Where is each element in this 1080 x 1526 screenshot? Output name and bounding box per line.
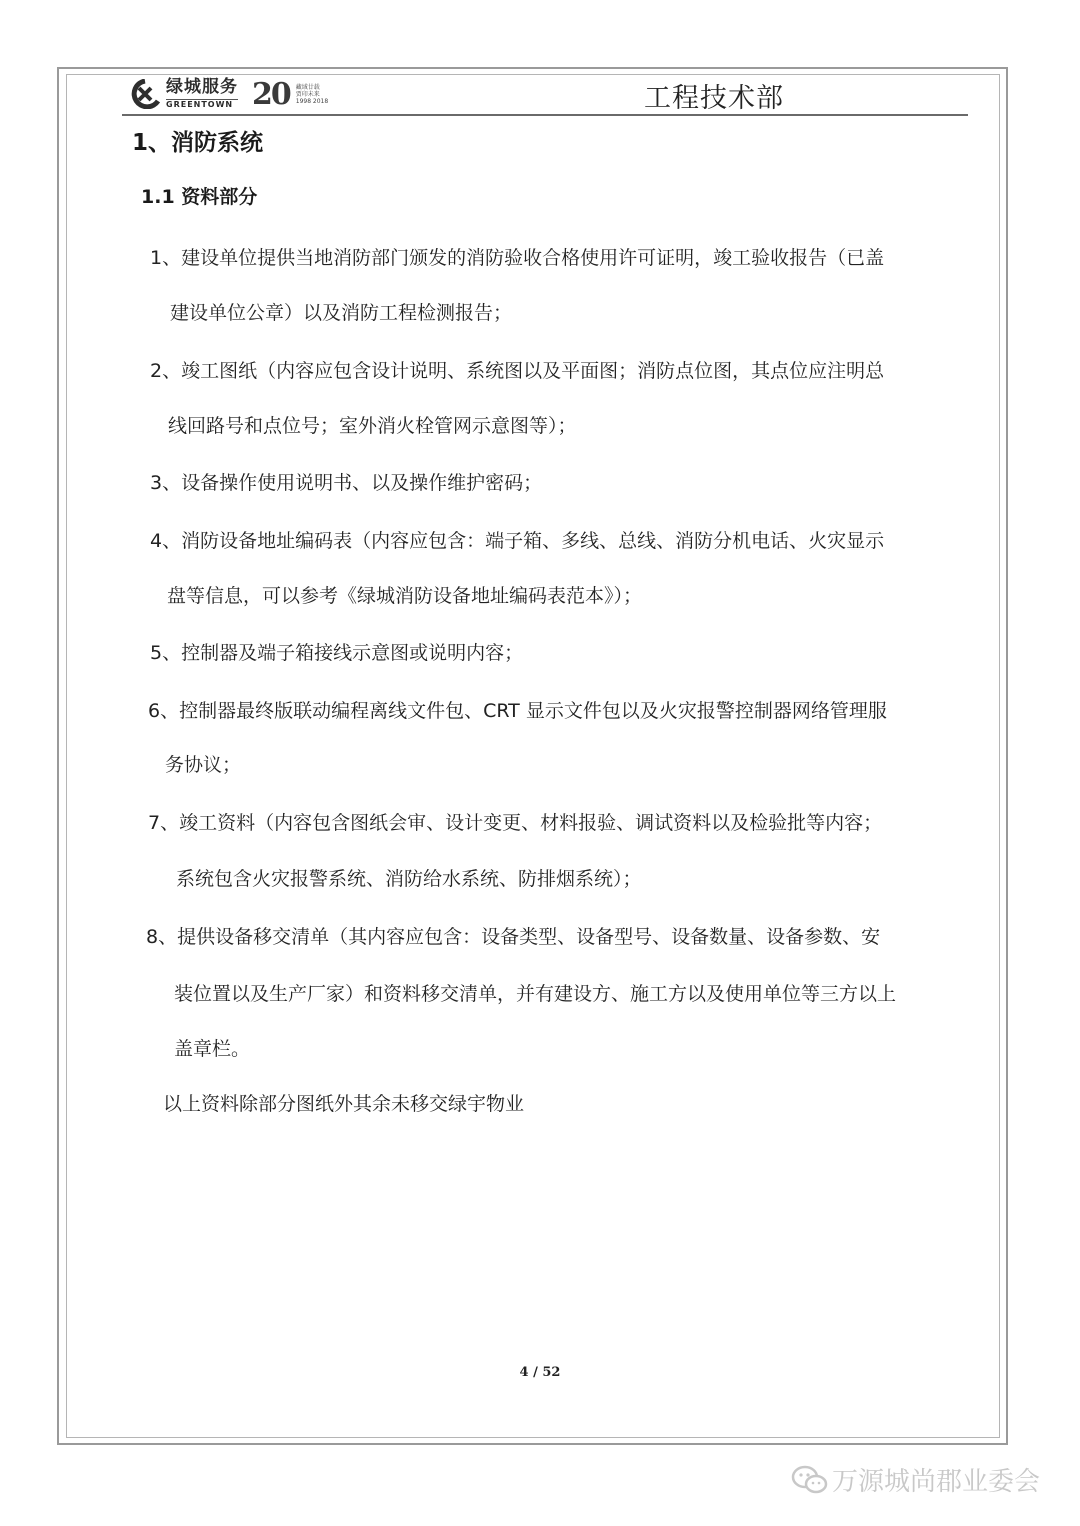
greentown-logo-icon [128, 79, 162, 109]
greentown-logo [128, 74, 358, 114]
list-item-line: 6、控制器最终版联动编程离线文件包、CRT 显示文件包以及火灾报警控制器网络管理服 [148, 700, 887, 722]
watermark [790, 1461, 1040, 1498]
watermark-text: 万源城尚郡业委会 [832, 1467, 1041, 1497]
list-item-line: 系统包含火灾报警系统、消防给水系统、防排烟系统）； [176, 868, 642, 890]
badge-line: 藏域廿载 [295, 83, 320, 91]
list-item-line: 1、建设单位提供当地消防部门颁发的消防验收合格使用许可证明，竣工验收报告（已盖 [150, 247, 885, 269]
page-number: 4 / 52 [519, 1365, 561, 1380]
anniversary-badge [296, 84, 328, 105]
list-item-line: 建设单位公章）以及消防工程检测报告； [170, 302, 513, 324]
list-item-line: 8、提供设备移交清单（其内容应包含：设备类型、设备型号、设备数量、设备参数、安 [146, 926, 881, 948]
anniversary-mark: 20 [252, 76, 290, 112]
list-item-line: 务协议； [165, 754, 242, 776]
list-item-line: 线回路号和点位号；室外消火栓管网示意图等）； [168, 415, 577, 437]
logo-cn-text: 绿城服务 [166, 77, 238, 97]
list-item-line: 盖章栏。 [174, 1038, 251, 1060]
badge-line: 贾印未来 [295, 90, 320, 98]
wechat-icon [790, 1463, 830, 1497]
section-heading: 1、消防系统 [132, 130, 264, 156]
list-item-line: 7、竣工资料（内容包含图纸会审、设计变更、材料报验、调试资料以及检验批等内容； [148, 812, 883, 834]
list-item-line: 4、消防设备地址编码表（内容应包含：端子箱、多线、总线、消防分机电话、火灾显示 [150, 530, 885, 552]
department-title: 工程技术部 [644, 83, 784, 114]
list-item-line: 3、设备操作使用说明书、以及操作维护密码； [150, 472, 543, 494]
closing-note: 以上资料除部分图纸外其余未移交绿宇物业 [163, 1093, 525, 1115]
list-item-line: 盘等信息，可以参考《绿城消防设备地址编码表范本》）； [167, 585, 643, 607]
list-item-line: 5、控制器及端子箱接线示意图或说明内容； [150, 642, 524, 664]
section-subheading: 1.1 资料部分 [141, 186, 258, 208]
list-item-line: 装位置以及生产厂家）和资料移交清单，并有建设方、施工方以及使用单位等三方以上 [174, 983, 897, 1005]
list-item-line: 2、竣工图纸（内容应包含设计说明、系统图以及平面图；消防点位图，其点位应注明总 [150, 360, 885, 382]
logo-en-text: GREENTOWN [166, 99, 238, 109]
header-divider [122, 114, 968, 116]
badge-line: 1998 2018 [295, 97, 329, 105]
page-header [122, 72, 968, 116]
